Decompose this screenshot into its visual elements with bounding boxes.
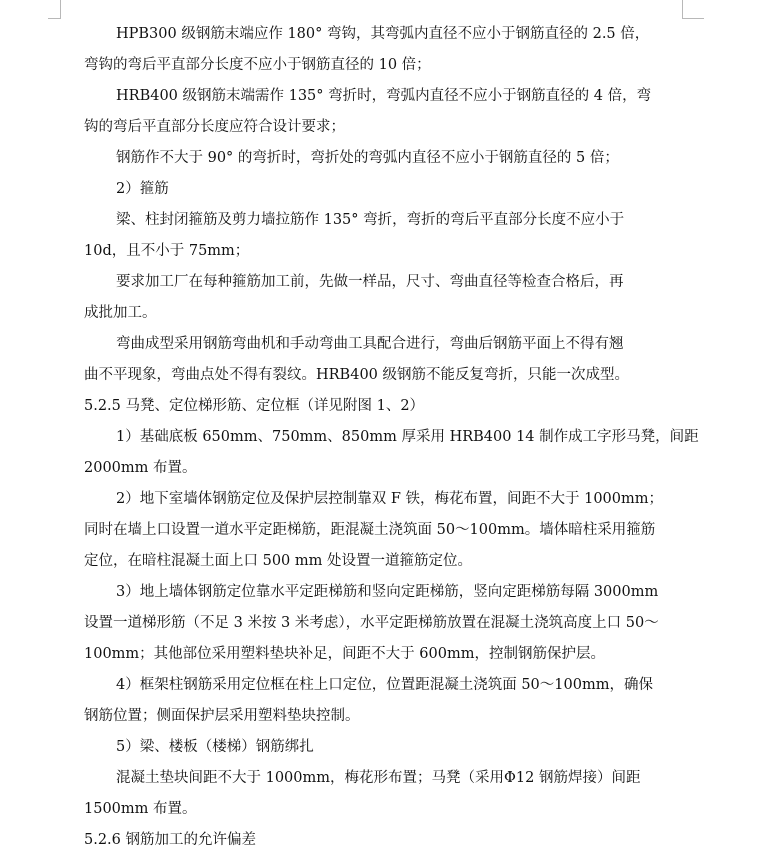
paragraph-line: 钢筋位置；侧面保护层采用塑料垫块控制。: [84, 708, 360, 724]
subheading-stirrup: 2）箍筋: [116, 181, 169, 197]
paragraph-line: 曲不平现象，弯曲点处不得有裂纹。HRB400 级钢筋不能反复弯折，只能一次成型。: [84, 367, 630, 383]
crop-mark-top-left: [60, 0, 61, 18]
paragraph-line: 弯钩的弯后平直部分长度不应小于钢筋直径的 10 倍；: [84, 57, 431, 73]
paragraph-line: 成批加工。: [84, 305, 157, 321]
paragraph-line: 1500mm 布置。: [84, 801, 197, 817]
paragraph-line: 混凝土垫块间距不大于 1000mm，梅花形布置；马凳（采用Φ12 钢筋焊接）间距: [116, 770, 641, 786]
section-heading-5-2-6: 5.2.6 钢筋加工的允许偏差: [84, 832, 257, 848]
paragraph-line: 钩的弯后平直部分长度应符合设计要求；: [84, 119, 345, 135]
crop-mark-top-right: [682, 0, 683, 18]
paragraph-line: 梁、柱封闭箍筋及剪力墙拉筋作 135° 弯折，弯折的弯后平直部分长度不应小于: [116, 212, 625, 228]
paragraph-line: 2000mm 布置。: [84, 460, 197, 476]
subheading-beam-slab: 5）梁、楼板（楼梯）钢筋绑扎: [116, 739, 314, 755]
paragraph-line: 定位，在暗柱混凝土面上口 500 mm 处设置一道箍筋定位。: [84, 553, 473, 569]
paragraph-line: 2）地下室墙体钢筋定位及保护层控制靠双 F 铁，梅花布置，间距不大于 1000mm；: [116, 491, 664, 507]
paragraph-line: 钢筋作不大于 90° 的弯折时，弯折处的弯弧内直径不应小于钢筋直径的 5 倍；: [116, 150, 619, 166]
paragraph-line: 10d，且不小于 75mm；: [84, 243, 250, 259]
crop-mark-top-right-h: [682, 18, 704, 19]
paragraph-line: 要求加工厂在每种箍筋加工前，先做一样品，尺寸、弯曲直径等检查合格后，再: [116, 274, 624, 290]
section-heading-5-2-5: 5.2.5 马凳、定位梯形筋、定位框（详见附图 1、2）: [84, 398, 425, 414]
paragraph-line: 同时在墙上口设置一道水平定距梯筋，距混凝土浇筑面 50～100mm。墙体暗柱采用箍筋: [84, 522, 656, 538]
paragraph-line: 弯曲成型采用钢筋弯曲机和手动弯曲工具配合进行，弯曲后钢筋平面上不得有翘: [116, 336, 624, 352]
paragraph-line: 3）地上墙体钢筋定位靠水平定距梯筋和竖向定距梯筋，竖向定距梯筋每隔 3000mm: [116, 584, 659, 600]
crop-mark-top-left-h: [48, 18, 61, 19]
paragraph-line: 4）框架柱钢筋采用定位框在柱上口定位，位置距混凝土浇筑面 50～100mm，确保: [116, 677, 653, 693]
paragraph-line: 100mm；其他部位采用塑料垫块补足，间距不大于 600mm，控制钢筋保护层。: [84, 646, 605, 662]
paragraph-line: 1）基础底板 650mm、750mm、850mm 厚采用 HRB400 14 制作成工字形马凳，间距: [116, 429, 699, 445]
paragraph-line: HRB400 级钢筋末端需作 135° 弯折时，弯弧内直径不应小于钢筋直径的 4 倍，弯: [116, 88, 652, 104]
paragraph-line: 设置一道梯形筋（不足 3 米按 3 米考虑），水平定距梯筋放置在混凝土浇筑高度上口 50～: [84, 615, 659, 631]
paragraph-line: HPB300 级钢筋末端应作 180° 弯钩，其弯弧内直径不应小于钢筋直径的 2.5 倍，: [116, 26, 650, 42]
